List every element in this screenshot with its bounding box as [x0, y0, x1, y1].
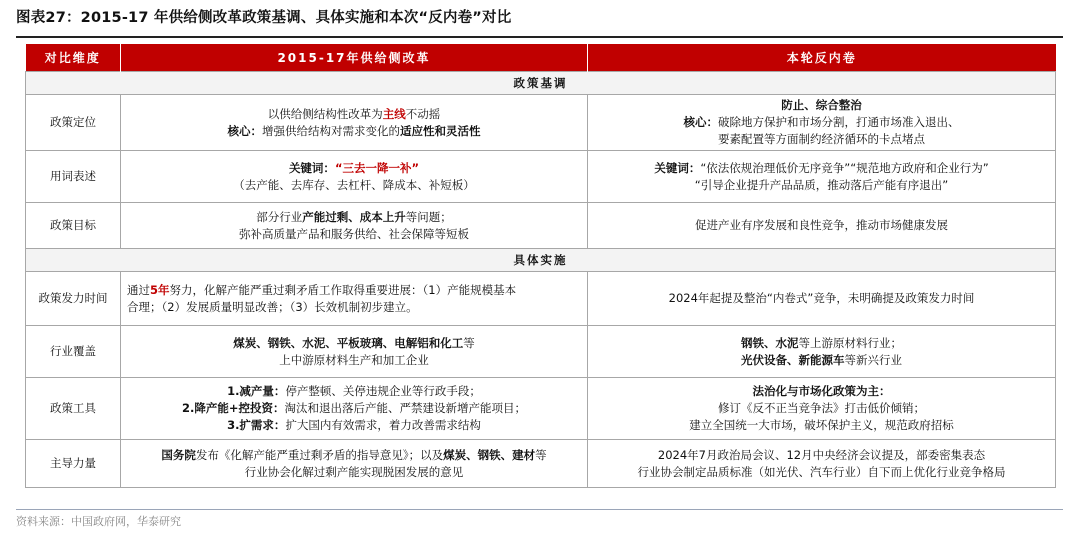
- cell-text: 行业协会化解过剩产能实现脱困发展的意见: [244, 464, 464, 479]
- bold-text: 核心：: [683, 115, 718, 129]
- cell-text: 通过: [127, 282, 150, 297]
- anti-involution-cell: [588, 95, 1056, 151]
- cell-text: 建立全国统一大市场，破坏保护主义，规范政府招标: [689, 418, 954, 432]
- header-dimension: 对比维度: [26, 44, 121, 72]
- cell-text: 修订《反不正当竞争法》打击低价倾销；: [718, 401, 925, 415]
- cell-text: 停产整顿、关停违规企业等行政手段；: [285, 384, 481, 398]
- anti-involution-cell: [588, 326, 1056, 378]
- cell-text: 破除地方保护和市场分割，打通市场准入退出、: [718, 115, 960, 129]
- header-anti-involution: 本轮反内卷: [588, 44, 1056, 72]
- bold-text: 产能过剩、成本上升: [302, 209, 406, 224]
- bold-text: 1.减产量：: [227, 384, 286, 398]
- cell-text: 部分行业: [256, 209, 303, 224]
- table-row: [26, 440, 1056, 488]
- cell-text: 以供给侧结构性改革为: [267, 106, 383, 121]
- highlight-text: “三去一降一补”: [334, 160, 420, 175]
- comparison-table: [25, 44, 1056, 488]
- anti-involution-cell: [588, 203, 1056, 249]
- bold-text: 关键词：: [654, 160, 701, 175]
- figure-title: 图表27：2015-17 年供给侧改革政策基调、具体实施和本次“反内卷”对比: [16, 10, 512, 26]
- supply-side-cell: [121, 440, 588, 488]
- section-policy-tone: 政策基调: [26, 72, 1056, 95]
- cell-text: 扩大国内有效需求，着力改善需求结构: [285, 418, 481, 432]
- row-label: 主导力量: [26, 440, 121, 488]
- bold-text: 钢铁、水泥: [741, 335, 799, 350]
- cell-text: 合理；（2）发展质量明显改善；（3）长效机制初步建立。: [127, 299, 418, 314]
- cell-text: “引导企业提升产品品质，推动落后产能有序退出”: [694, 177, 949, 192]
- anti-involution-cell: [588, 272, 1056, 326]
- source-note: 资料来源：中国政府网，华泰研究: [16, 515, 181, 528]
- bold-text: 法治化与市场化政策为主：: [752, 384, 891, 398]
- section-implementation: 具体实施: [26, 249, 1056, 272]
- row-label: 用词表述: [26, 151, 121, 203]
- bold-text: 防止、综合整治: [781, 98, 862, 112]
- section-row-policy-tone: [26, 72, 1056, 95]
- row-label: 政策目标: [26, 203, 121, 249]
- supply-side-cell: [121, 95, 588, 151]
- bold-text: 3.扩需求：: [227, 418, 286, 432]
- title-divider: [16, 36, 1063, 38]
- anti-involution-cell: [588, 378, 1056, 440]
- supply-side-cell: [121, 203, 588, 249]
- cell-text: 2024年起提及整治“内卷式”竞争，未明确提及政策发力时间: [668, 291, 975, 305]
- cell-text: 上中游原材料生产和加工企业: [279, 352, 429, 367]
- cell-text: 努力，化解产能严重过剩矛盾工作取得重要进展：（1）产能规模基本: [169, 282, 517, 297]
- row-label: 政策工具: [26, 378, 121, 440]
- bold-text: 2.降产能+控投资：: [181, 401, 285, 415]
- cell-text: （去产能、去库存、去杠杆、降成本、补短板）: [233, 177, 475, 192]
- bold-text: 煤炭、钢铁、水泥、平板玻璃、电解铝和化工: [233, 335, 464, 350]
- row-label: 政策定位: [26, 95, 121, 151]
- cell-text: 等新兴行业: [844, 352, 902, 367]
- row-label: 政策发力时间: [26, 272, 121, 326]
- cell-text: 淘汰和退出落后产能、严禁建设新增产能项目；: [284, 401, 526, 415]
- bold-text: 核心：: [227, 123, 262, 138]
- table-row: [26, 378, 1056, 440]
- cell-text: 等上游原材料行业；: [798, 335, 902, 350]
- supply-side-cell: [121, 378, 588, 440]
- bold-text: 关键词：: [288, 160, 335, 175]
- table-row: [26, 151, 1056, 203]
- supply-side-cell: [121, 151, 588, 203]
- bold-text: 光伏设备、新能源车: [741, 352, 845, 367]
- table-row: [26, 326, 1056, 378]
- cell-text: 等: [463, 335, 475, 350]
- table-row: [26, 95, 1056, 151]
- row-label: 行业覆盖: [26, 326, 121, 378]
- table-row: [26, 203, 1056, 249]
- cell-text: 等问题；: [405, 209, 452, 224]
- cell-text: 不动摇: [405, 106, 441, 121]
- supply-side-cell: [121, 272, 588, 326]
- cell-text: 发布《化解产能严重过剩矛盾的指导意见》；以及: [195, 447, 444, 462]
- section-row-implementation: [26, 249, 1056, 272]
- supply-side-cell: [121, 326, 588, 378]
- cell-text: 2024年7月政治局会议、12月中央经济会议提及，部委密集表态: [657, 447, 986, 462]
- anti-involution-cell: [588, 151, 1056, 203]
- cell-text: 增强供给结构对需求变化的: [262, 123, 400, 138]
- cell-text: 等: [535, 447, 547, 462]
- table-row: [26, 272, 1056, 326]
- bold-text: 适应性和灵活性: [400, 123, 481, 138]
- anti-involution-cell: [588, 440, 1056, 488]
- cell-text: 要素配置等方面制约经济循环的卡点堵点: [718, 132, 925, 146]
- cell-text: 弥补高质量产品和服务供给、社会保障等短板: [239, 226, 469, 241]
- highlight-text: 5年: [150, 282, 170, 297]
- footer-divider: [16, 509, 1063, 510]
- cell-text: 促进产业有序发展和良性竞争，推动市场健康发展: [695, 218, 948, 232]
- cell-text: “依法依规治理低价无序竞争”“规范地方政府和企业行为”: [700, 160, 989, 175]
- header-row: [26, 44, 1056, 72]
- bold-text: 煤炭、钢铁、建材: [443, 447, 536, 462]
- header-supply-side-reform: 2015-17年供给侧改革: [121, 44, 588, 72]
- highlight-text: 主线: [382, 106, 406, 121]
- bold-text: 国务院: [161, 447, 196, 462]
- cell-text: 行业协会制定品质标准（如光伏、汽车行业）自下而上优化行业竞争格局: [637, 464, 1006, 479]
